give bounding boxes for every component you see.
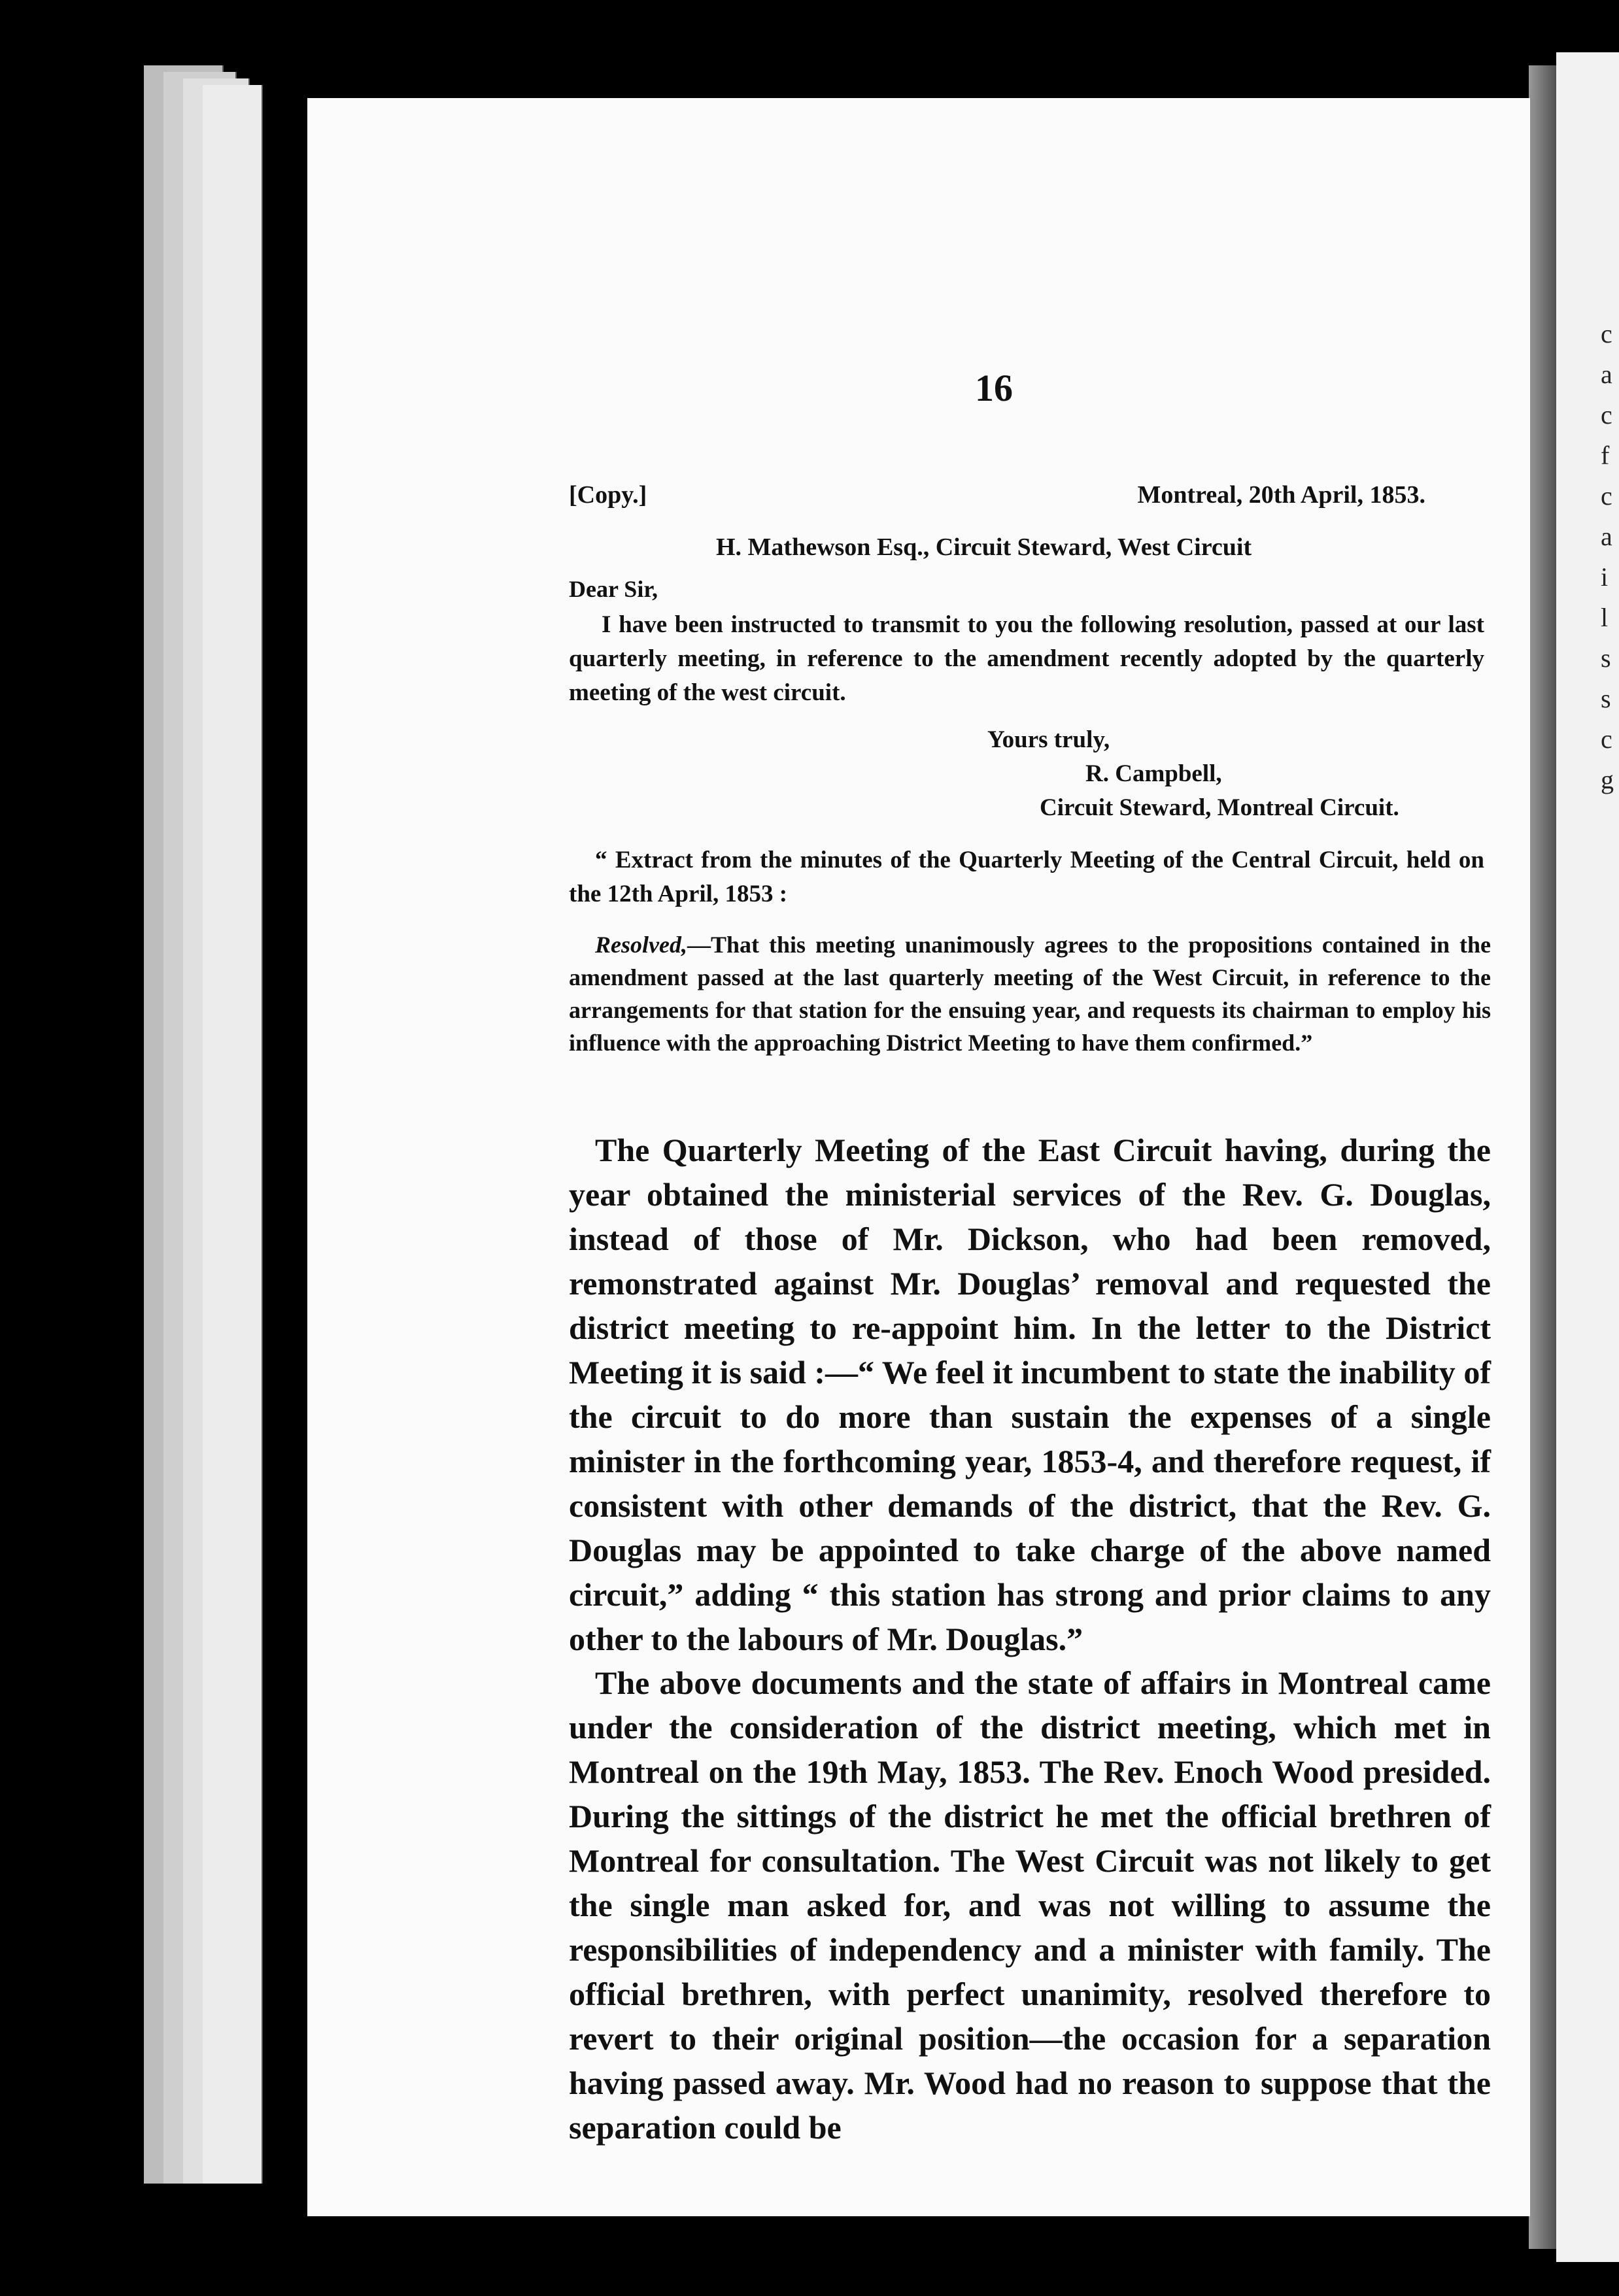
signature-title: Circuit Steward, Montreal Circuit. bbox=[1040, 794, 1399, 821]
facing-page-letter: i bbox=[1601, 562, 1609, 592]
page-number: 16 bbox=[975, 367, 1013, 409]
extract-heading: “ Extract from the minutes of the Quarterly Meeting of the Central Circuit, held on the 12th April, 1853 : bbox=[569, 847, 1484, 907]
letter-header bbox=[569, 481, 1425, 520]
dateline: Montreal, 20th April, 1853. bbox=[1137, 481, 1425, 509]
facing-page-letter: c bbox=[1601, 724, 1612, 754]
resolved-text: —That this meeting unanimously agrees to the propositions contained in the amendment passed at the last quarterly meeting of the West Circuit, in reference to the arrangements for that station for the ensuing year, and requests its chairman to employ his influence with the approaching District Meeting to have them confirmed.” bbox=[569, 932, 1491, 1056]
facing-page-letter: f bbox=[1601, 441, 1610, 470]
signature-name: R. Campbell, bbox=[1085, 760, 1222, 787]
binding-shadow bbox=[1529, 65, 1559, 2249]
facing-page-letter: a bbox=[1601, 522, 1612, 551]
document-page bbox=[307, 98, 1530, 2216]
addressee: H. Mathewson Esq., Circuit Steward, West Circuit bbox=[716, 533, 1252, 561]
letter-body: I have been instructed to transmit to you the following resolution, passed at our last quarterly meeting, in reference to the amendment recently adopted by the quarterly meeting of the west circuit. bbox=[569, 611, 1484, 706]
resolved-label: Resolved, bbox=[595, 932, 687, 958]
facing-page-edge-text bbox=[1601, 314, 1619, 800]
copy-label: [Copy.] bbox=[569, 481, 647, 509]
facing-page-letter: c bbox=[1601, 319, 1612, 348]
letter-closing: Yours truly, bbox=[987, 726, 1110, 753]
body-paragraph: The above documents and the state of affairs in Montreal came under the consideration of the district meeting, which met in Montreal on the 19th May, 1853. The Rev. Enoch Wood presided. During the sittings of the district he met the official brethren of Montreal for consultation. The West Circuit was not likely to get the single man asked for, and was not willing to assume the responsibilities of independency and a minister with family. The official brethren, with perfect unanimity, resolved therefore to revert to their original position—the occasion for a separation having passed away. Mr. Wood had no reason to suppose that the separation could be bbox=[569, 1664, 1491, 2146]
body-paragraph: The Quarterly Meeting of the East Circuit having, during the year obtained the ministerial services of the Rev. G. Douglas, instead of those of Mr. Dickson, who had been removed, remonstrated against Mr. Douglas’ removal and requested the district meeting to re-appoint him. In the letter to the District Meeting it is said :—“ We feel it incumbent to state the inability of the circuit to do more than sustain the expenses of a single minister in the forthcoming year, 1853-4, and therefore request, if consistent with other demands of the district, that the Rev. G. Douglas may be appointed to take charge of the above named circuit,” adding “ this station has strong and prior claims to any other to the labours of Mr. Douglas.” bbox=[569, 1132, 1491, 1657]
facing-page-letter: c bbox=[1601, 400, 1612, 430]
salutation: Dear Sir, bbox=[569, 576, 658, 602]
facing-page-letter: s bbox=[1601, 684, 1611, 713]
facing-page-letter: g bbox=[1601, 765, 1614, 794]
facing-page-letter: c bbox=[1601, 481, 1612, 511]
page-edge bbox=[203, 85, 263, 2184]
facing-page-letter: l bbox=[1601, 603, 1609, 632]
resolution bbox=[569, 928, 1491, 1059]
facing-page-letter: a bbox=[1601, 360, 1612, 389]
facing-page-letter: s bbox=[1601, 643, 1611, 673]
